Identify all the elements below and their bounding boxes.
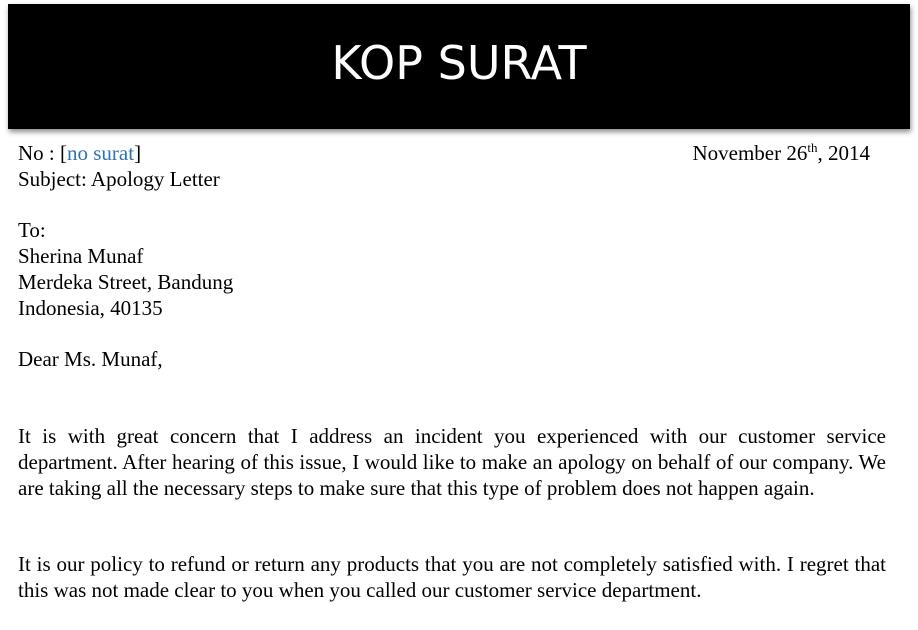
letter-number-suffix: ] <box>134 141 142 165</box>
recipient-street: Merdeka Street, Bandung <box>18 270 234 294</box>
recipient-name: Sherina Munaf <box>18 244 144 268</box>
letter-paragraph-1: It is with great concern that I address an incident you experienced with our customer service department. After hearing of this issue, I would like to make an apology on behalf of our company. We are taking all the necessary steps to make sure that this type of problem does not happen again. <box>18 424 886 500</box>
letter-salutation: Dear Ms. Munaf, <box>18 347 163 371</box>
letter-number-prefix: No : [ <box>18 141 67 165</box>
letter-number-placeholder: no surat <box>67 141 135 165</box>
letterhead-banner <box>8 4 910 129</box>
letter-paragraph-2: It is our policy to refund or return any products that you are not completely satisfied with. I regret that this was not made clear to you when you called our customer service department. <box>18 552 886 602</box>
letter-date-year: , 2014 <box>817 141 870 165</box>
letter-date <box>692 140 870 166</box>
recipient-country: Indonesia, 40135 <box>18 296 163 320</box>
letter-date-ordinal: th <box>807 140 818 155</box>
letter-subject: Subject: Apology Letter <box>18 167 220 191</box>
recipient-label: To: <box>18 218 46 242</box>
letterhead-title: KOP SURAT <box>331 35 587 90</box>
letter-number-line <box>18 140 141 166</box>
letter-date-month-day: November 26 <box>692 141 808 165</box>
